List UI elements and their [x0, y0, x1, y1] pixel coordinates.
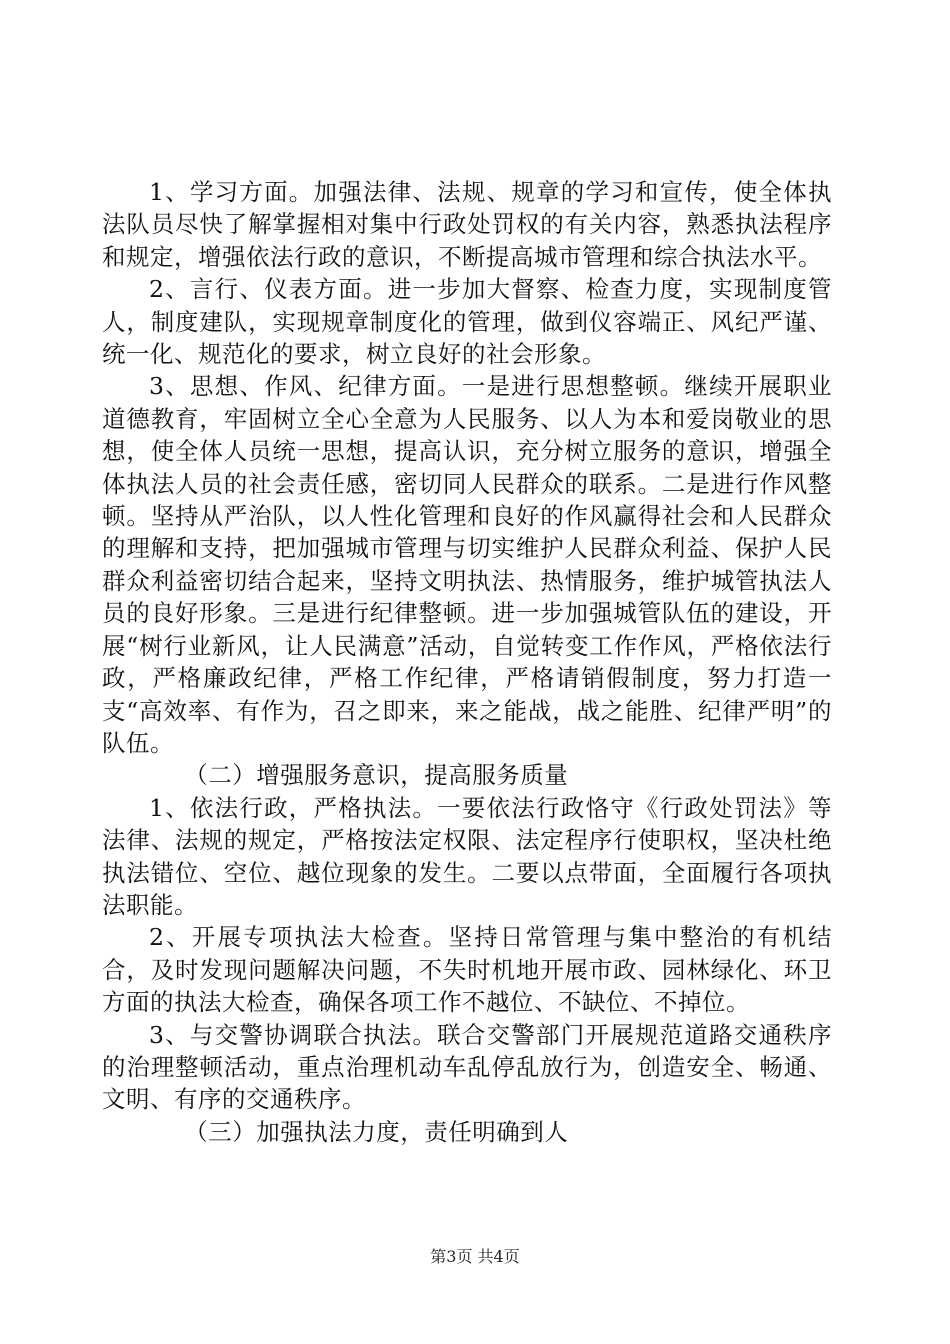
paragraph-conduct: 2、言行、仪表方面。进一步加大督察、检查力度，实现制度管人，制度建队，实现规章制度化的管理，做到仪容端正、风纪严谨、统一化、规范化的要求，树立良好的社会形象。 [102, 275, 832, 369]
paragraph-special-inspection: 2、开展专项执法大检查。坚持日常管理与集中整治的有机结合，及时发现问题解决问题，不失时机地开展市政、园林绿化、环卫方面的执法大检查，确保各项工作不越位、不缺位、不掉位。 [102, 923, 832, 1017]
page-number-footer: 第3页 共4页 [430, 1247, 520, 1266]
paragraph-study: 1、学习方面。加强法律、法规、规章的学习和宣传，使全体执法队员尽快了解掌握相对集中行政处罚权的有关内容，熟悉执法程序和规定，增强依法行政的意识，不断提高城市管理和综合执法水平。 [102, 178, 832, 271]
section-heading-service: （二）增强服务意识，提高服务质量 [184, 761, 569, 790]
section-heading-enforcement: （三）加强执法力度，责任明确到人 [184, 1117, 569, 1146]
document-body [102, 176, 832, 1148]
paragraph-lawful-admin: 1、依法行政，严格执法。一要依法行政恪守《行政处罚法》等法律、法规的规定，严格按法定权限、法定程序行使职权，坚决杜绝执法错位、空位、越位现象的发生。二要以点带面，全面履行各项执法职能。 [102, 793, 832, 919]
paragraph-discipline: 3、思想、作风、纪律方面。一是进行思想整顿。继续开展职业道德教育，牢固树立全心全意为人民服务、以人为本和爱岗敬业的思想，使全体人员统一思想，提高认识，充分树立服务的意识，增强全体执法人员的社会责任感，密切同人民群众的联系。二是进行作风整顿。坚持从严治队，以人性化管理和良好的作风赢得社会和人民群众的理解和支持，把加强城市管理与切实维护人民群众利益、保护人民群众利益密切结合起来，坚持文明执法、热情服务，维护城管执法人员的良好形象。三是进行纪律整顿。进一步加强城管队伍的建设，开展“树行业新风，让人民满意”活动，自觉转变工作作风，严格依法行政，严格廉政纪律，严格工作纪律，严格请销假制度，努力打造一支“高效率、有作为，召之即来，来之能战，战之能胜、纪律严明”的队伍。 [102, 372, 832, 757]
paragraph-joint-enforcement: 3、与交警协调联合执法。联合交警部门开展规范道路交通秩序的治理整顿活动，重点治理机动车乱停乱放行为，创造安全、畅通、文明、有序的交通秩序。 [102, 1020, 832, 1114]
